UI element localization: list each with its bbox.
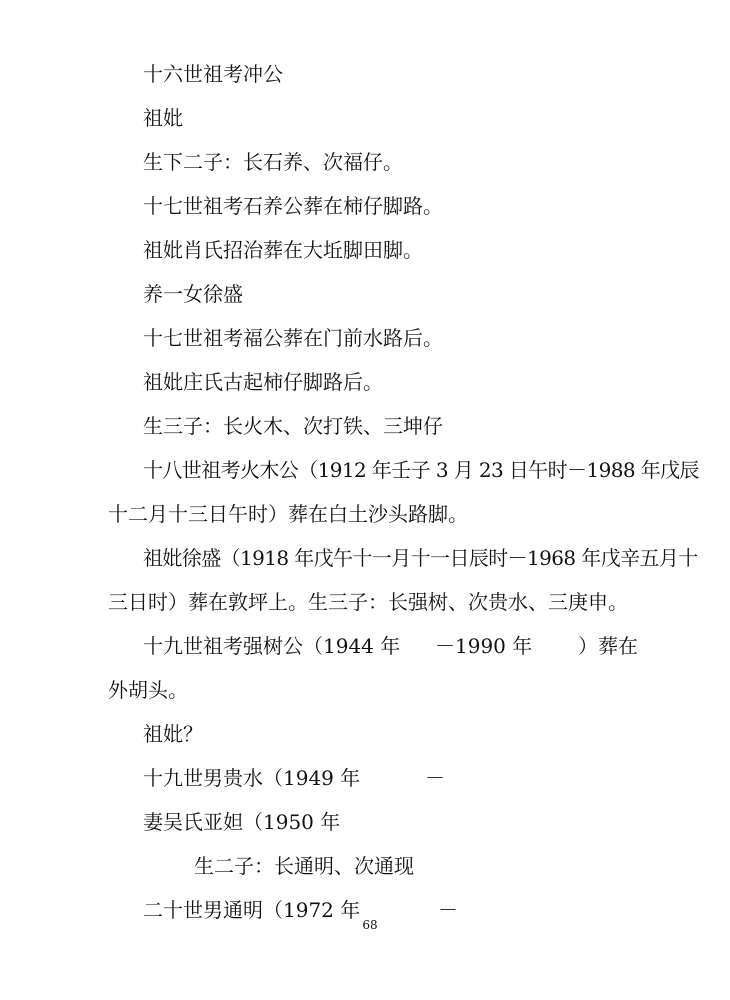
text-line: －	[438, 898, 458, 922]
text-line: 养一女徐盛	[143, 282, 243, 306]
text-line: 十二月十三日午时）葬在白土沙头路脚。	[108, 502, 468, 526]
text-line: 十六世祖考冲公	[143, 62, 283, 86]
text-line: 祖妣肖氏招治葬在大坵脚田脚。	[143, 238, 423, 262]
text-line: －	[425, 766, 445, 790]
text-line: 祖妣	[143, 106, 183, 130]
text-line: 生三子：长火木、次打铁、三坤仔	[143, 414, 443, 438]
text-line: 生二子：长通明、次通现	[194, 854, 414, 878]
text-line: 祖妣庄氏古起柿仔脚路后。	[143, 370, 383, 394]
text-line: 十七世祖考福公葬在门前水路后。	[143, 326, 443, 350]
text-line: 祖妣徐盛（1918 年戊午十一月十一日辰时－1968 年戊辛五月十	[143, 546, 698, 570]
text-line: 二十世男通明（1972 年	[143, 898, 361, 922]
text-line: ）葬在	[578, 634, 638, 658]
text-line: 十八世祖考火木公（1912 年壬子 3 月 23 日午时－1988 年戊辰	[143, 458, 699, 482]
page-number: 68	[362, 918, 378, 932]
text-line: 生下二子：长石养、次福仔。	[143, 150, 403, 174]
text-line: 十七世祖考石养公葬在柿仔脚路。	[143, 194, 443, 218]
text-line: 十九世祖考强树公（1944 年	[143, 634, 401, 658]
text-line: 妻吴氏亚妲（1950 年	[143, 810, 341, 834]
text-line: 十九世男贵水（1949 年	[143, 766, 361, 790]
text-line: －1990 年	[435, 634, 533, 658]
text-line: 祖妣？	[143, 722, 203, 746]
text-line: 三日时）葬在敦坪上。生三子：长强树、次贵水、三庚申。	[108, 590, 628, 614]
text-line: 外胡头。	[108, 678, 188, 702]
